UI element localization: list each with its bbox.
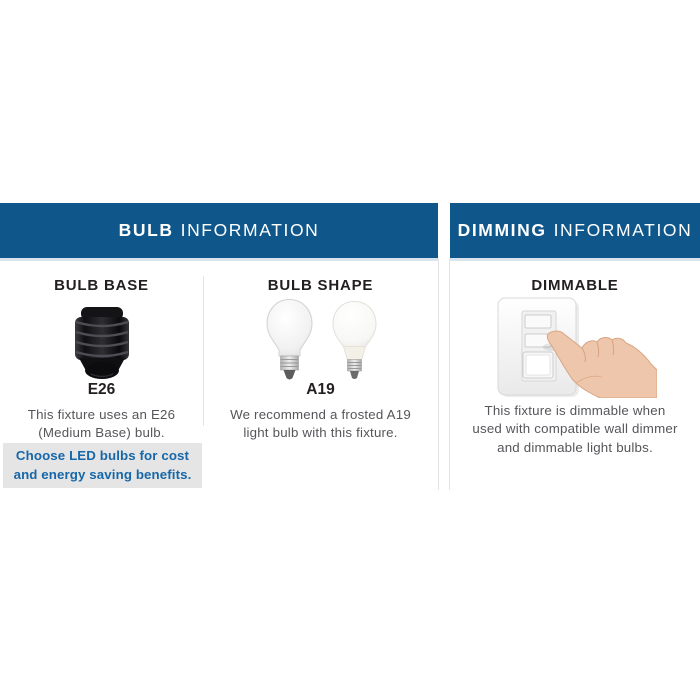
bulb-header-bold: BULB — [118, 220, 174, 240]
bulb-header-regular: INFORMATION — [180, 220, 320, 240]
e26-base-image — [69, 306, 135, 380]
bulb-shape-description: We recommend a frosted A19 light bulb with this fixture. — [230, 407, 411, 441]
bulb-information-header — [0, 203, 438, 258]
led-tip-callout: Choose LED bulbs for cost and energy saving benefits. — [3, 443, 202, 488]
bulb-base-description: This fixture uses an E26 (Medium Base) bulb. — [27, 407, 176, 441]
led-a19-bulb-image — [328, 300, 381, 382]
frosted-a19-bulb-image — [261, 298, 318, 382]
bulb-base-value: E26 — [87, 381, 116, 398]
dimming-header-bold: DIMMING — [457, 220, 547, 240]
dimmer-switch-hand-image — [492, 296, 657, 398]
section-divider-left-edge — [438, 258, 439, 490]
bulb-base-title: BULB BASE — [54, 277, 149, 294]
dimming-header-regular: INFORMATION — [553, 220, 693, 240]
bulb-shape-title: BULB SHAPE — [267, 277, 374, 294]
dimming-information-header — [450, 203, 700, 258]
a19-bulbs-image — [204, 298, 437, 382]
bulb-shape-value: A19 — [306, 381, 335, 398]
dimmable-title: DIMMABLE — [531, 277, 619, 294]
dimmable-description: This fixture is dimmable when used with compatible wall dimmer and dimmable light bulbs. — [472, 403, 678, 455]
